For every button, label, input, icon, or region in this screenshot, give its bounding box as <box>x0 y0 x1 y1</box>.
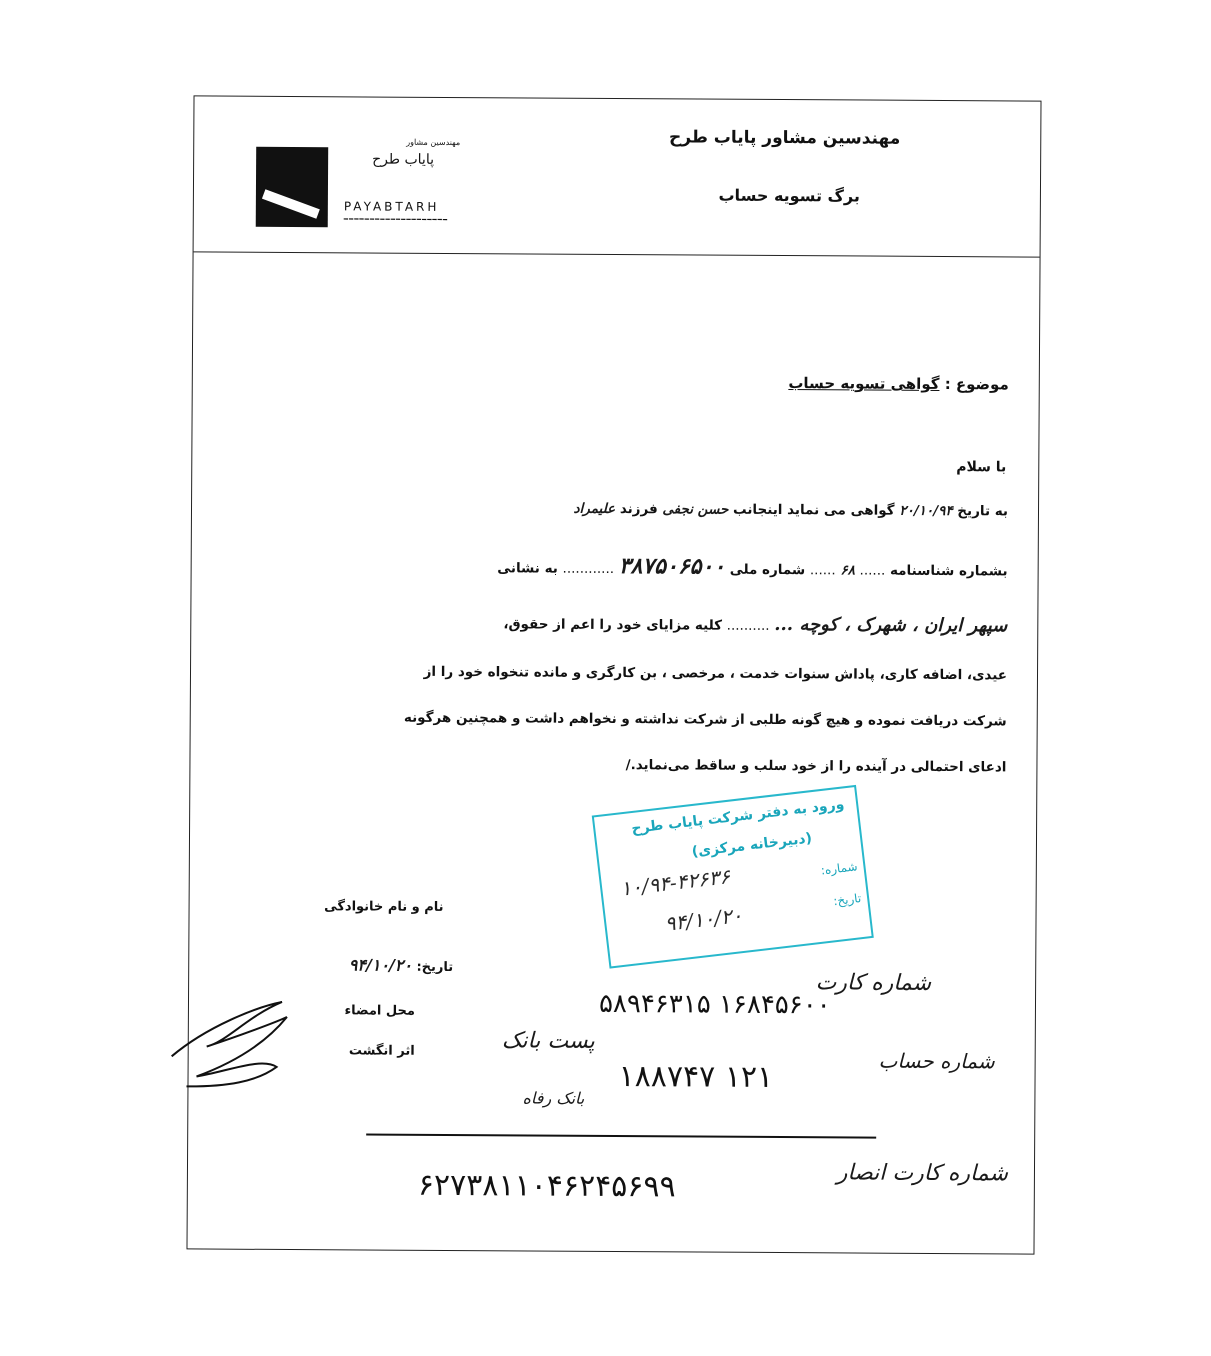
header-divider <box>194 251 1040 257</box>
company-logo-icon <box>256 147 328 227</box>
stamp-subtitle: (دبیرخانه مرکزی) <box>691 830 813 861</box>
body-line-1 <box>573 501 1008 520</box>
national-id-handwritten: ۳۸۷۵۰۶۵۰۰ <box>618 553 726 580</box>
logo-fa-small: مهندسین مشاور <box>406 137 461 148</box>
stamp-number-label: شماره: <box>820 859 859 878</box>
signature-date-line <box>349 955 454 975</box>
date-prefix: به تاریخ <box>957 503 1009 520</box>
logo-fa: پایاب طرح <box>372 151 435 168</box>
bank-branch-handwritten: بانک رفاه <box>522 1088 585 1108</box>
signature-scribble-icon <box>166 986 297 1097</box>
stamp-number-handwritten: ۱۰/۹۴-۴۲۶۳۶ <box>619 864 732 901</box>
bank-name-handwritten: پست بانک <box>501 1028 595 1054</box>
subject-line <box>788 374 1009 393</box>
ansar-number-handwritten: ۶۲۷۳۸۱۱۰۴۶۲۴۵۶۹۹ <box>417 1167 676 1205</box>
father-handwritten: علیمراد <box>573 500 616 518</box>
body-line-6: ادعای احتمالی در آینده را از خود سلب و ساقط می‌نماید./ <box>625 757 1007 776</box>
ansar-label-handwritten: شماره کارت انصار <box>836 1160 1009 1187</box>
subject-label: موضوع : <box>944 375 1009 394</box>
signature-date-label: تاریخ: <box>416 959 454 976</box>
account-label-handwritten: شماره حساب <box>878 1048 995 1074</box>
company-name: مهندسین مشاور پایاب طرح <box>668 127 901 149</box>
sign-place-label: محل امضاء <box>344 1003 415 1019</box>
national-id-label: شماره ملی <box>729 561 806 579</box>
stamp-date-handwritten: ۹۴/۱۰/۲۰ <box>663 902 744 936</box>
document-page <box>186 95 1041 1254</box>
card-number-handwritten: ۵۸۹۴۶۳۱۵ ۱۶۸۴۵۶۰۰ <box>598 988 831 1021</box>
name-handwritten: حسن نجفی <box>662 501 729 518</box>
id-label: بشماره شناسنامه <box>889 562 1008 580</box>
fullname-label: نام و نام خانوادگی <box>324 899 444 915</box>
stamp-title: ورود به دفتر شرکت پایاب طرح <box>630 796 846 838</box>
certify-text: گواهی می نماید اینجانب <box>733 501 895 519</box>
benefits-text: کلیه مزایای خود را اعم از حقوق، <box>503 616 723 634</box>
greeting: با سلام <box>956 459 1007 476</box>
logo-sub: ━━━━━━━━━━━━━━━━━━━━ <box>343 215 449 224</box>
registry-stamp <box>592 785 874 969</box>
subject-value: گواهی تسویه حساب <box>788 374 940 393</box>
body-line-4: عیدی، اضافه کاری، پاداش سنوات خدمت ، مرخصی ، بن کارگری و مانده تنخواه خود را از <box>423 663 1008 684</box>
id-handwritten: ۶۸ <box>840 562 855 579</box>
body-line-5: شرکت دریافت نموده و هیچ گونه طلبی از شرکت نداشته و نخواهم داشت و همچنین هرگونه <box>403 709 1007 730</box>
address-handwritten: سپهر ایران ، شهرک ، کوچه ... <box>774 613 1008 637</box>
logo-en: PAYABTARH <box>343 199 440 214</box>
signature-date-handwritten: ۹۴/۱۰/۲۰ <box>348 955 413 975</box>
form-title: برگ تسویه حساب <box>718 185 860 206</box>
fingerprint-label: اثر انگشت <box>348 1043 415 1059</box>
account-number-handwritten: ۱۸۸۷۴۷ ۱۲۱ <box>618 1059 774 1095</box>
body-line-2: بشماره شناسنامه ...... ۶۸ ...... شماره ملی ۳۸۷۵۰۶۵۰۰ ............ به نشانی <box>497 553 1008 580</box>
date-handwritten: ۲۰/۱۰/۹۴ <box>899 502 953 520</box>
bottom-divider <box>366 1133 876 1138</box>
body-line-3: سپهر ایران ، شهرک ، کوچه ... .......... کلیه مزایای خود را اعم از حقوق، <box>503 613 1008 637</box>
child-of-label: فرزند <box>619 501 658 518</box>
stamp-date-label: تاریخ: <box>832 891 862 909</box>
address-label: به نشانی <box>497 560 558 577</box>
card-label-handwritten: شماره کارت <box>815 970 932 996</box>
